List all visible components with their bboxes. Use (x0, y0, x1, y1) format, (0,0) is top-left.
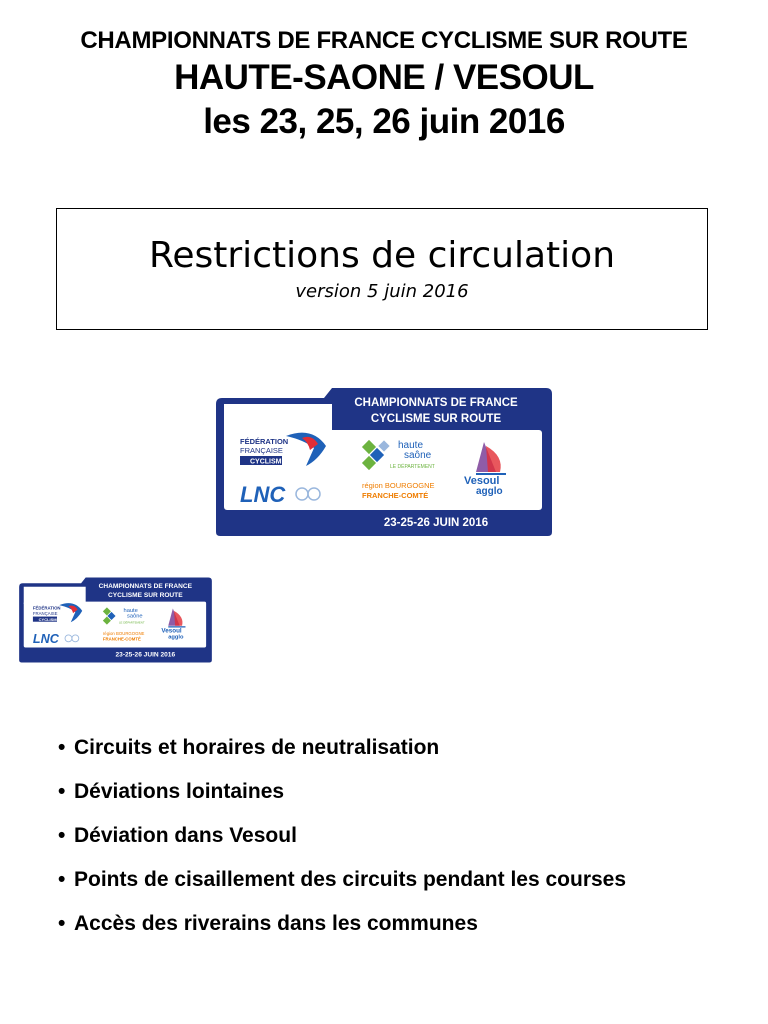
lnc-logo: LNC (240, 482, 286, 507)
small-region-text-2: FRANCHE-COMTÉ (102, 636, 141, 642)
haute-saone-text-2: saône (404, 450, 432, 461)
small-ffc-text-1: FÉDÉRATION (32, 605, 61, 611)
list-item-text: Déviations lointaines (74, 780, 285, 803)
bullet-marker: • (58, 824, 66, 847)
championship-banner-large (214, 386, 554, 538)
small-banner-title-2: CYCLISME SUR ROUTE (108, 592, 183, 600)
document-version: version 5 juin 2016 (295, 281, 469, 302)
list-item (58, 821, 626, 851)
small-vesoul-text: Vesoul (161, 627, 182, 635)
banner-dates: 23-25-26 JUIN 2016 (383, 517, 489, 529)
bullet-marker: • (58, 736, 66, 759)
small-ffc-text-3: CYCLISME (38, 616, 60, 622)
list-item (58, 865, 626, 895)
list-item-text: Accès des riverains dans les communes (74, 912, 478, 935)
list-item (58, 733, 626, 763)
document-header (0, 26, 768, 144)
agglo-text: agglo (476, 486, 503, 497)
ffc-text-3: CYCLISME (250, 458, 287, 466)
banner-logo-large (214, 386, 554, 538)
topics-list (58, 733, 626, 953)
document-title: Restrictions de circulation (148, 235, 616, 276)
small-region-text-1: région BOURGOGNE (102, 630, 145, 636)
region-text-1: région BOURGOGNE (362, 481, 435, 490)
small-haute-saone-text-1: haute (123, 607, 138, 614)
small-banner-dates: 23-25-26 JUIN 2016 (115, 651, 176, 659)
small-lnc-logo: LNC (32, 631, 59, 646)
region-text-2: FRANCHE-COMTÉ (362, 491, 429, 500)
small-banner-title-1: CHAMPIONNATS DE FRANCE (98, 582, 193, 590)
small-ffc-text-2: FRANÇAISE (32, 610, 58, 616)
header-line-3: les 23, 25, 26 juin 2016 (203, 102, 565, 141)
banner-title-1: CHAMPIONNATS DE FRANCE (354, 397, 518, 409)
ffc-text-1: FÉDÉRATION (240, 437, 289, 446)
title-box (56, 208, 708, 330)
ffc-text-2: FRANÇAISE (240, 446, 283, 455)
list-item (58, 909, 626, 939)
banner-logo-small (18, 576, 213, 664)
small-haute-saone-text-2: saône (126, 613, 143, 620)
list-item-text: Circuits et horaires de neutralisation (74, 736, 440, 759)
championship-banner-small (18, 576, 213, 664)
vesoul-text: Vesoul (464, 475, 500, 487)
haute-saone-text-1: haute (398, 440, 424, 451)
bullet-marker: • (58, 868, 66, 891)
small-haute-saone-text-3: LE DÉPARTEMENT (118, 620, 145, 625)
list-item (58, 777, 626, 807)
bullet-marker: • (58, 912, 66, 935)
banner-title-2: CYCLISME SUR ROUTE (370, 413, 502, 425)
list-item-text: Déviation dans Vesoul (74, 824, 297, 847)
list-item-text: Points de cisaillement des circuits pendant les courses (74, 868, 627, 891)
haute-saone-text-3: LE DÉPARTEMENT (390, 464, 435, 470)
header-line-1: CHAMPIONNATS DE FRANCE CYCLISME SUR ROUTE (80, 27, 688, 54)
header-line-2: HAUTE-SAONE / VESOUL (174, 58, 594, 97)
small-agglo-text: agglo (168, 634, 184, 641)
bullet-marker: • (58, 780, 66, 803)
